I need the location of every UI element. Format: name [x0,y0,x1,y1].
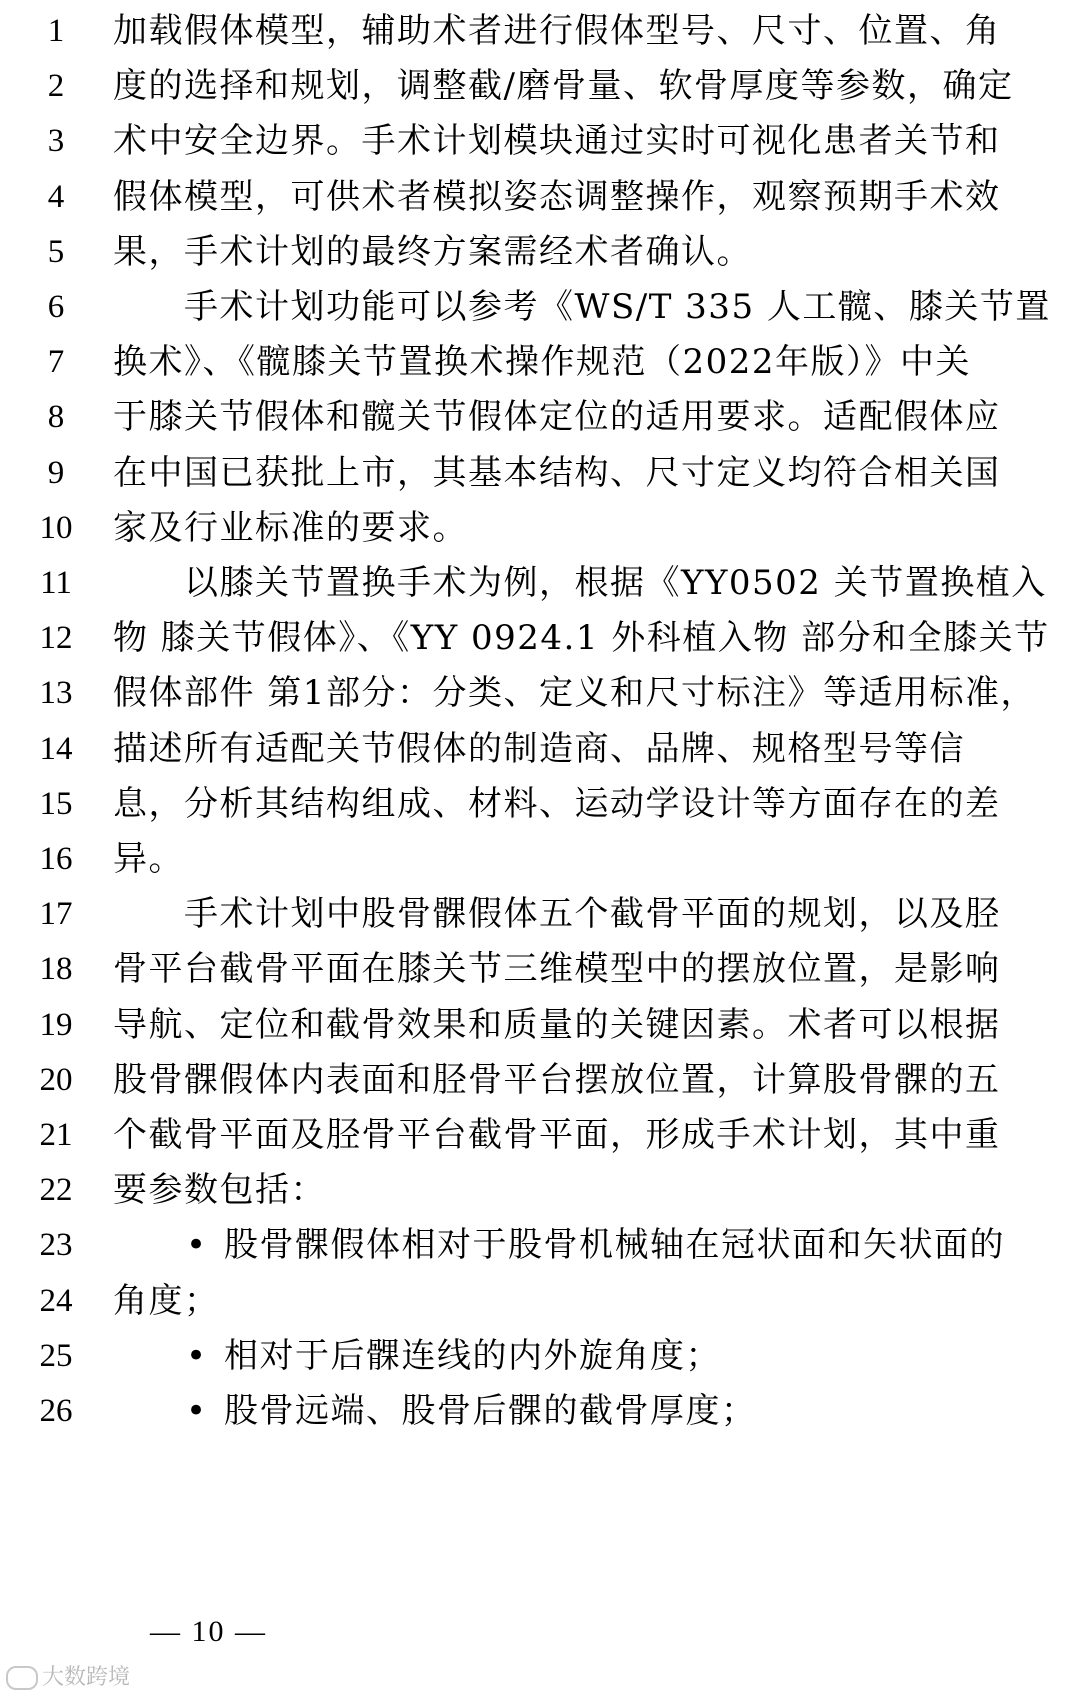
line-number: 7 [47,344,65,381]
line-number: 8 [47,399,65,436]
line-text: 骨平台截骨平面在膝关节三维模型中的摆放位置，是影响 [113,949,1001,990]
watermark-text: 大数跨境 [42,1665,131,1690]
line-number: 25 [39,1337,73,1374]
text-line [0,1216,1080,1276]
line-text: 要参数包括： [113,1170,326,1211]
text-line [0,1106,1080,1166]
line-text: 以膝关节置换手术为例，根据《YY0502 关节置换植入 [184,563,1047,603]
text-line [0,775,1080,835]
line-text: 假体模型，可供术者模拟姿态调整操作，观察预期手术效 [113,176,1001,217]
line-text: 息，分析其结构组成、材料、运动学设计等方面存在的差 [113,783,1001,824]
line-number: 4 [47,178,65,215]
line-number: 10 [39,509,73,546]
line-text: 手术计划中股骨髁假体五个截骨平面的规划，以及胫 [184,894,1001,935]
line-text: 角度； [113,1280,220,1321]
line-number: 15 [39,785,73,822]
watermark [6,1660,130,1691]
line-number: 18 [39,951,73,988]
text-line [0,664,1080,724]
text-line [0,112,1080,172]
text-line [0,940,1080,1000]
bullet-text: 股骨髁假体相对于股骨机械轴在冠状面和矢状面的 [224,1225,1005,1266]
line-text: 于膝关节假体和髋关节假体定位的适用要求。适配假体应 [113,397,1001,438]
line-number: 16 [39,841,73,877]
text-line [0,223,1080,283]
line-text: 假体部件 第1部分：分类、定义和尺寸标注》等适用标准， [113,673,1036,714]
line-text: 物 膝关节假体》、《YY 0924.1 外科植入物 部分和全膝关节 [113,618,1050,659]
bullet-icon: • [186,1335,208,1376]
line-text: 个截骨平面及胫骨平台截骨平面，形成手术计划，其中重 [113,1115,1001,1155]
line-number: 23 [39,1227,73,1264]
watermark-logo-icon [6,1666,38,1690]
bullet-text: 股骨远端、股骨后髁的截骨厚度； [224,1391,757,1431]
line-number: 19 [39,1006,73,1043]
line-text: 在中国已获批上市，其基本结构、尺寸定义均符合相关国 [113,452,1001,493]
line-text: 手术计划功能可以参考《WS/T 335 人工髋、膝关节置 [184,287,1051,327]
text-line [0,1161,1080,1221]
line-number: 5 [47,233,65,270]
line-number: 2 [47,68,65,105]
line-number: 24 [39,1282,73,1319]
text-line [0,388,1080,448]
line-text: 术中安全边界。手术计划模块通过实时可视化患者关节和 [113,121,1001,162]
bullet-item [186,1327,1065,1387]
line-text: 描述所有适配关节假体的制造商、品牌、规格型号等信 [113,728,965,769]
line-text: 果，手术计划的最终方案需经术者确认。 [113,231,752,272]
line-number: 3 [47,123,65,160]
text-line [0,996,1080,1056]
line-number: 12 [39,620,73,657]
line-number: 11 [40,565,72,601]
line-number: 17 [39,896,73,933]
text-line [0,278,1080,338]
text-line [0,609,1080,669]
bullet-icon: • [186,1225,208,1266]
bullet-text: 相对于后髁连线的内外旋角度； [224,1335,721,1376]
line-text: 度的选择和规划，调整截/磨骨量、软骨厚度等参数，确定 [113,66,1014,107]
line-number: 13 [39,675,73,712]
text-line [0,444,1080,504]
line-text: 换术》、《髋膝关节置换术操作规范（2022年版）》中关 [113,342,972,383]
text-line [0,885,1080,945]
text-line [0,499,1080,559]
line-number: 1 [47,13,65,49]
text-line [0,333,1080,393]
line-number: 20 [39,1061,73,1098]
text-line [0,830,1080,890]
line-text: 导航、定位和截骨效果和质量的关键因素。术者可以根据 [113,1004,1001,1045]
line-text: 加载假体模型，辅助术者进行假体型号、尺寸、位置、角 [113,11,1001,51]
line-number: 6 [47,289,65,325]
line-number: 26 [39,1393,73,1429]
line-text: 股骨髁假体内表面和胫骨平台摆放位置，计算股骨髁的五 [113,1059,1001,1100]
line-text: 异。 [113,839,184,879]
bullet-item [186,1382,1065,1442]
line-number: 9 [47,454,65,491]
text-line [0,2,1080,62]
text-line [0,168,1080,228]
text-line [0,1272,1080,1332]
line-number: 14 [39,730,73,767]
text-line [0,554,1080,614]
bullet-icon: • [186,1391,208,1431]
text-line [0,57,1080,117]
text-line [0,1382,1080,1442]
bullet-item [186,1216,1065,1276]
page-number: — 10 — [150,1615,267,1648]
text-line [0,1327,1080,1387]
line-number: 22 [39,1172,73,1209]
text-line [0,720,1080,780]
line-number: 21 [39,1117,73,1153]
text-line [0,1051,1080,1111]
line-text: 家及行业标准的要求。 [113,507,468,548]
